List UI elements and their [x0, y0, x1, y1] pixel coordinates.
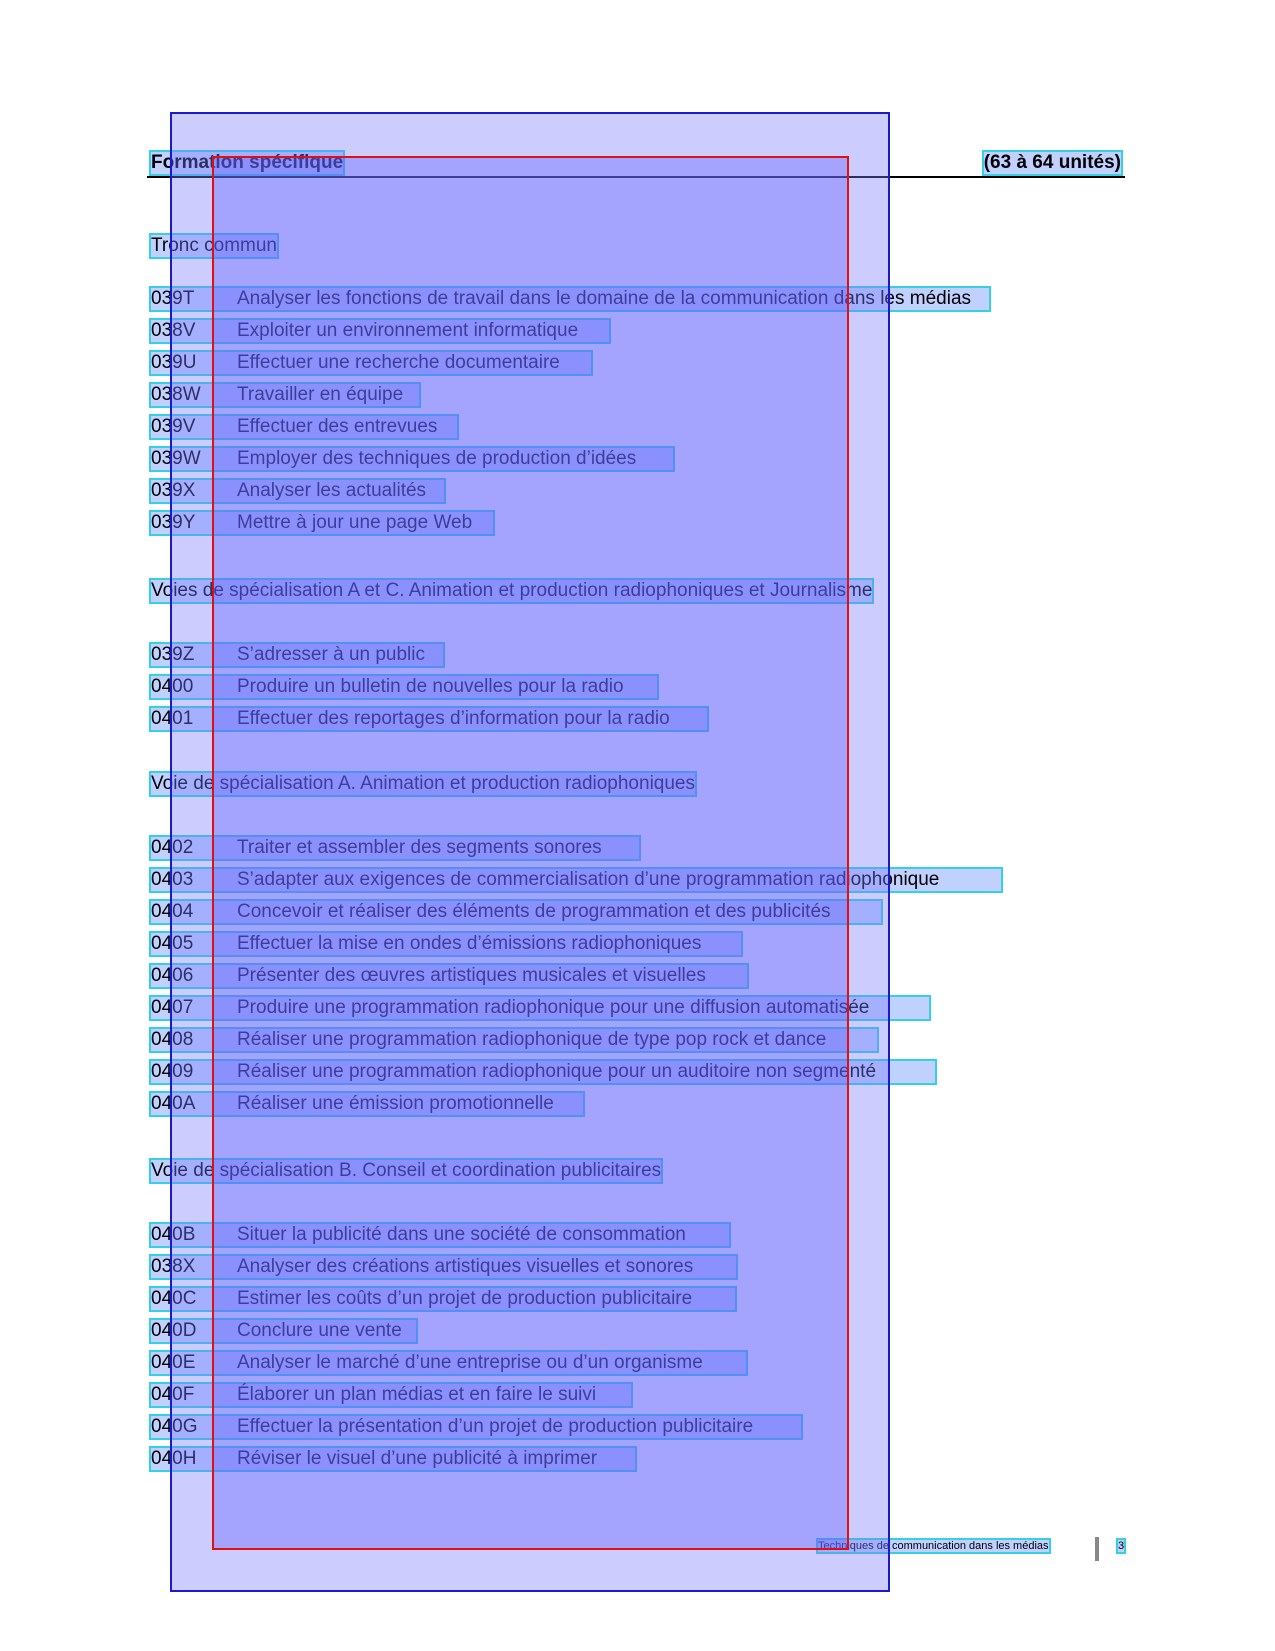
- item-code: 0406: [151, 965, 194, 986]
- item-label: Travailler en équipe: [237, 384, 404, 405]
- item-label: Réaliser une programmation radiophonique pour un auditoire non segmenté: [237, 1061, 877, 1082]
- item-code: 0404: [151, 901, 194, 922]
- item-code: 040H: [151, 1448, 197, 1469]
- item-label: Effectuer la mise en ondes d’émissions radiophoniques: [237, 933, 702, 954]
- item-code: 0407: [151, 997, 194, 1018]
- item-code: 0401: [151, 708, 194, 729]
- item-label: Effectuer des entrevues: [237, 416, 438, 437]
- section-title-voies-a-c: Voies de spécialisation A et C. Animation et production radiophoniques et Journalisme: [151, 580, 873, 601]
- item-label: Analyser les actualités: [237, 480, 427, 501]
- list-item: [151, 1256, 736, 1278]
- list-item: [151, 644, 443, 666]
- list-item: [151, 997, 929, 1019]
- item-label: Produire un bulletin de nouvelles pour la radio: [237, 676, 624, 697]
- list-item: [151, 320, 609, 342]
- section-title-tronc-commun: Tronc commun: [151, 235, 277, 256]
- list-item: [151, 965, 747, 987]
- item-code: 039T: [151, 288, 195, 309]
- item-code: 040F: [151, 1384, 195, 1405]
- list-item: [151, 1224, 729, 1246]
- list-item: [151, 1384, 631, 1406]
- item-code: 040A: [151, 1093, 196, 1114]
- item-code: 039W: [151, 448, 201, 469]
- list-item: [151, 1320, 416, 1342]
- footer-text: Techniques de communication dans les médias: [818, 1540, 1049, 1552]
- item-label: Présenter des œuvres artistiques musicales et visuelles: [237, 965, 706, 986]
- list-item: [151, 1029, 877, 1051]
- item-label: Employer des techniques de production d’idées: [237, 448, 637, 469]
- item-label: Mettre à jour une page Web: [237, 512, 473, 533]
- item-label: Analyser le marché d’une entreprise ou d’un organisme: [237, 1352, 703, 1373]
- list-item: [151, 837, 639, 859]
- list-item: [151, 933, 741, 955]
- list-item: [151, 1093, 583, 1115]
- list-item: [151, 676, 657, 698]
- item-label: Conclure une vente: [237, 1320, 402, 1341]
- list-item: [151, 1061, 935, 1083]
- item-label: Analyser les fonctions de travail dans le domaine de la communication dans les médias: [237, 288, 972, 309]
- item-code: 0408: [151, 1029, 194, 1050]
- list-item: [151, 512, 493, 534]
- list-item: [151, 448, 673, 470]
- item-code: 040E: [151, 1352, 196, 1373]
- item-code: 039V: [151, 416, 196, 437]
- list-item: [151, 384, 419, 406]
- list-item: [151, 869, 1001, 891]
- item-code: 039X: [151, 480, 196, 501]
- item-label: Produire une programmation radiophonique pour une diffusion automatisée: [237, 997, 870, 1018]
- item-label: Analyser des créations artistiques visuelles et sonores: [237, 1256, 694, 1277]
- item-label: Élaborer un plan médias et en faire le suivi: [237, 1384, 597, 1405]
- list-item: [151, 1288, 735, 1310]
- item-code: 039U: [151, 352, 197, 373]
- item-code: 038X: [151, 1256, 196, 1277]
- list-item: [151, 288, 989, 310]
- list-item: [151, 1416, 801, 1438]
- item-code: 039Y: [151, 512, 196, 533]
- list-item: [151, 416, 457, 438]
- page-number: 3: [1118, 1540, 1125, 1552]
- item-label: Situer la publicité dans une société de consommation: [237, 1224, 686, 1245]
- item-label: S’adapter aux exigences de commercialisation d’une programmation radiophonique: [237, 869, 940, 890]
- item-code: 040C: [151, 1288, 197, 1309]
- header-units: (63 à 64 unités): [983, 152, 1121, 173]
- section-title-voie-a: Voie de spécialisation A. Animation et production radiophoniques: [151, 773, 695, 794]
- item-code: 040G: [151, 1416, 198, 1437]
- item-label: Estimer les coûts d’un projet de production publicitaire: [237, 1288, 693, 1309]
- item-label: Réaliser une émission promotionnelle: [237, 1093, 554, 1114]
- item-code: 040D: [151, 1320, 197, 1341]
- list-item: [151, 352, 591, 374]
- list-item: [151, 901, 881, 923]
- item-label: Effectuer des reportages d’information pour la radio: [237, 708, 670, 729]
- item-code: 038W: [151, 384, 201, 405]
- item-label: Réaliser une programmation radiophonique de type pop rock et dance: [237, 1029, 827, 1050]
- item-code: 0403: [151, 869, 194, 890]
- list-item: [151, 1352, 746, 1374]
- section-title-voie-b: Voie de spécialisation B. Conseil et coordination publicitaires: [151, 1160, 662, 1181]
- item-code: 0402: [151, 837, 194, 858]
- footer-divider: [1095, 1537, 1099, 1561]
- list-item: [151, 480, 444, 502]
- item-code: 0405: [151, 933, 194, 954]
- item-label: Réviser le visuel d’une publicité à imprimer: [237, 1448, 598, 1469]
- item-label: Effectuer une recherche documentaire: [237, 352, 560, 373]
- item-label: Exploiter un environnement informatique: [237, 320, 579, 341]
- item-code: 039Z: [151, 644, 195, 665]
- item-code: 0400: [151, 676, 194, 697]
- list-item: [151, 708, 707, 730]
- item-code: 040B: [151, 1224, 196, 1245]
- list-item: [151, 1448, 635, 1470]
- item-label: S’adresser à un public: [237, 644, 425, 665]
- item-code: 0409: [151, 1061, 194, 1082]
- section-header: [147, 150, 1125, 178]
- item-label: Effectuer la présentation d’un projet de production publicitaire: [237, 1416, 754, 1437]
- item-code: 038V: [151, 320, 196, 341]
- item-label: Traiter et assembler des segments sonores: [237, 837, 602, 858]
- header-title: Formation spécifique: [151, 152, 344, 173]
- item-label: Concevoir et réaliser des éléments de programmation et des publicités: [237, 901, 831, 922]
